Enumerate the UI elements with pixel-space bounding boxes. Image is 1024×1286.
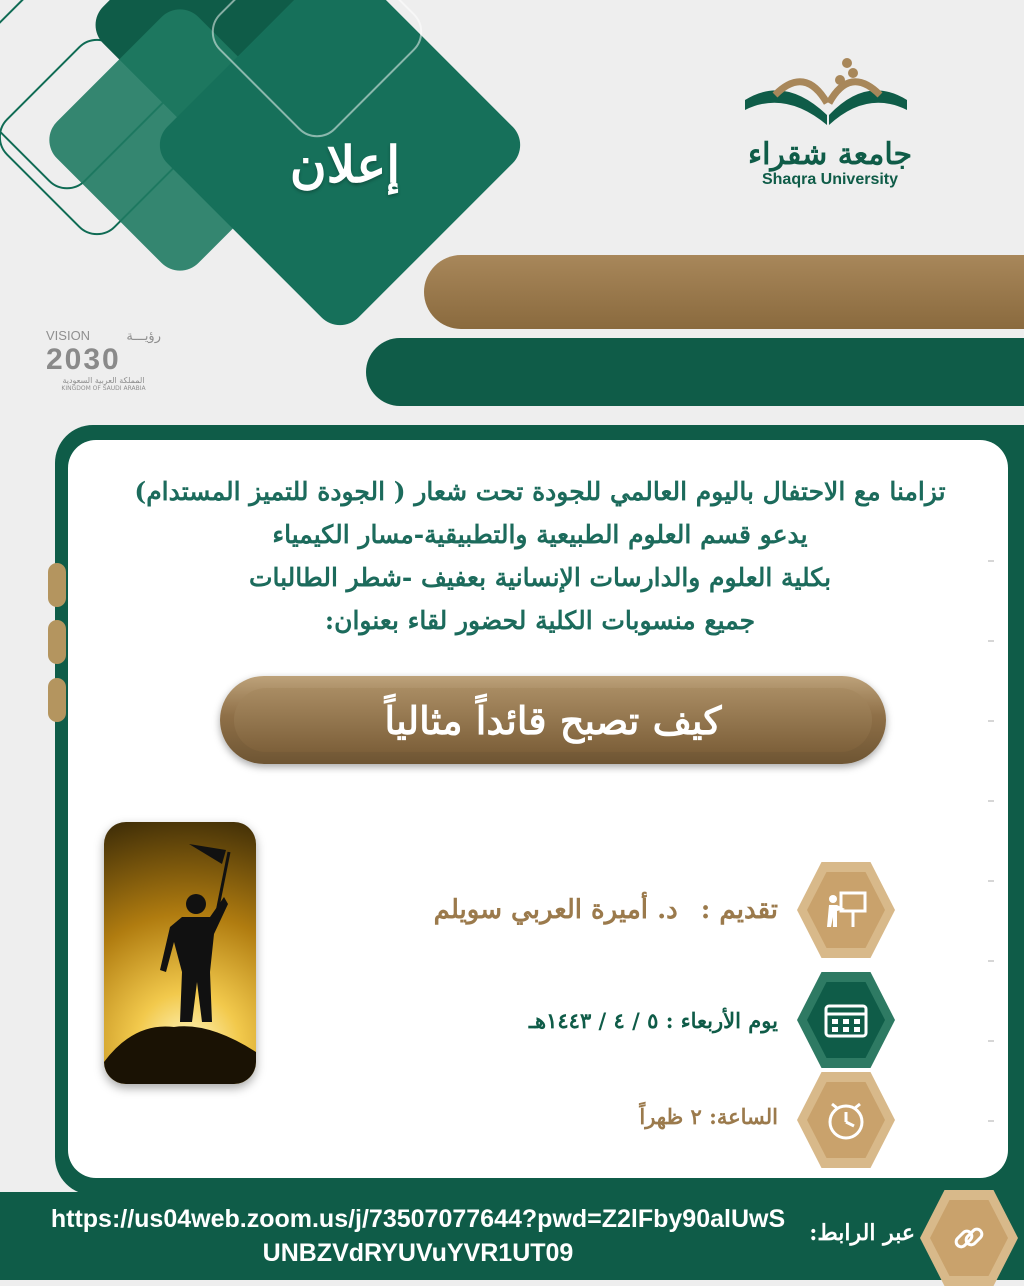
event-title-banner xyxy=(220,676,886,764)
decor-dash xyxy=(988,1120,994,1122)
intro-line-2: يدعو قسم العلوم الطبيعية والتطبيقية-مسار الكيمياء xyxy=(272,520,808,549)
clock-icon xyxy=(824,1098,868,1142)
via-link-label: عبر الرابط: xyxy=(809,1220,915,1246)
calendar-icon xyxy=(823,1000,869,1040)
presenter-name: د. أميرة العربي سويلم xyxy=(433,895,678,925)
vision-2030-logo xyxy=(46,328,161,403)
event-title-inner xyxy=(234,688,872,752)
intro-line-1: تزامنا مع الاحتفال باليوم العالمي للجودة تحت شعار ( الجودة للتميز المستدام) xyxy=(134,477,946,506)
presenter-icon xyxy=(823,887,869,933)
book-logo-icon xyxy=(735,45,925,145)
university-logo xyxy=(735,45,925,195)
decor-dash xyxy=(988,800,994,802)
decor-dash xyxy=(988,1040,994,1042)
side-decor-pill-1 xyxy=(48,563,66,607)
vision-arabic: رؤيـــة xyxy=(126,328,161,343)
time-row: الساعة: ٢ ظهراً xyxy=(639,1104,778,1129)
presenter-label: تقديم : xyxy=(700,895,778,925)
decor-bar-brown xyxy=(424,255,1024,329)
calendar-hex-inner xyxy=(807,982,885,1058)
decor-bar-green xyxy=(366,338,1024,406)
decor-dash xyxy=(988,720,994,722)
date-row: يوم الأربعاء : ٥ / ٤ / ١٤٤٣هـ xyxy=(528,1008,778,1033)
vision-label: VISION xyxy=(46,328,91,343)
decor-dash xyxy=(988,880,994,882)
intro-line-4: جميع منسوبات الكلية لحضور لقاء بعنوان: xyxy=(324,606,756,635)
logo-english-name: Shaqra University xyxy=(761,171,899,188)
presenter-hex-inner xyxy=(807,872,885,948)
intro-line-3: بكلية العلوم والدارسات الإنسانية بعفيف -شطر الطالبات xyxy=(248,563,832,592)
intro-text xyxy=(70,470,1010,642)
vision-subtitle-en: KINGDOM OF SAUDI ARABIA xyxy=(61,385,146,392)
link-hex-inner xyxy=(930,1200,1008,1276)
presenter-row xyxy=(400,895,778,925)
logo-arabic-name: جامعة شقراء xyxy=(747,137,913,172)
side-decor-pill-2 xyxy=(48,620,66,664)
event-title: كيف تصبح قائداً مثالياً xyxy=(384,697,722,743)
vision-year: 2030 xyxy=(46,343,121,376)
zoom-link[interactable]: https://us04web.zoom.us/j/73507077644?pwd=Z2lFby90alUwSUNBZVdRYUVuYVR1UT09 xyxy=(50,1205,786,1267)
leader-photo xyxy=(104,822,256,1084)
announcement-title: إعلان xyxy=(289,135,401,194)
leader-silhouette-icon xyxy=(104,822,256,1084)
vision-subtitle-ar: المملكة العربية السعودية xyxy=(62,376,145,385)
decor-dash xyxy=(988,960,994,962)
link-icon xyxy=(949,1218,989,1258)
clock-hex-inner xyxy=(807,1082,885,1158)
side-decor-pill-3 xyxy=(48,678,66,722)
